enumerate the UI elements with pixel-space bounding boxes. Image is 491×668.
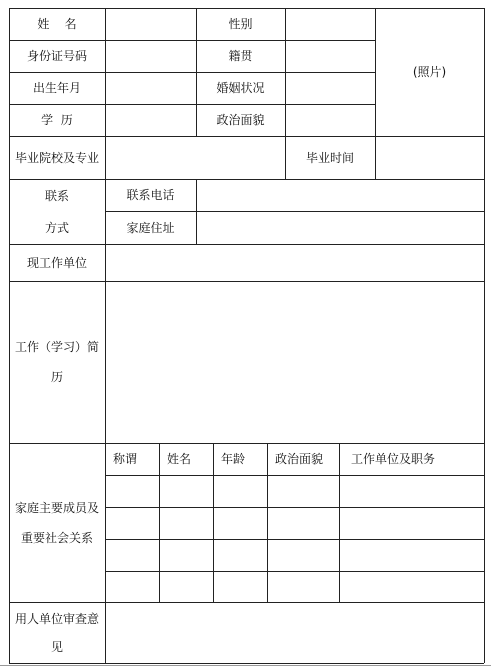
review-label-line: 用人单位审查意 (14, 611, 99, 626)
address-field[interactable] (196, 211, 484, 244)
address-label: 家庭住址 (126, 220, 175, 235)
phone-label: 联系电话 (126, 188, 175, 202)
contact-label-line: 联系 (44, 188, 69, 203)
birth-field[interactable] (105, 72, 196, 104)
resume-field[interactable] (105, 281, 484, 443)
phone-field[interactable] (196, 179, 484, 211)
birth-label: 出生年月 (32, 81, 81, 95)
id-number-label: 身份证号码 (26, 49, 87, 63)
native-place-label: 籍贯 (228, 49, 253, 63)
gender-field[interactable] (285, 8, 375, 40)
review-label-line: 见 (50, 639, 63, 654)
marital-status-field[interactable] (285, 72, 375, 104)
family-header-relation: 称谓 (113, 452, 138, 466)
family-table-row[interactable] (105, 539, 484, 571)
school-major-field[interactable] (105, 136, 285, 179)
political-status-label: 政治面貌 (216, 113, 265, 127)
family-label (9, 443, 105, 602)
resume-label-line: 历 (50, 370, 63, 384)
gender-label: 性别 (228, 17, 253, 31)
table-border-right (484, 8, 485, 663)
family-label-line: 家庭主要成员及 (14, 500, 99, 515)
contact-label-line: 方式 (44, 220, 69, 235)
current-employer-field[interactable] (105, 244, 484, 281)
resume-label (9, 281, 105, 443)
family-header-name: 姓名 (167, 452, 192, 466)
name-label: 姓 名 (37, 17, 77, 31)
political-status-field[interactable] (285, 104, 375, 136)
family-header-political-status: 政治面貌 (275, 452, 324, 466)
id-number-field[interactable] (105, 40, 196, 72)
family-header-age: 年龄 (221, 452, 246, 466)
resume-label-line: 工作（学习）简 (14, 340, 99, 354)
family-table-row[interactable] (105, 507, 484, 539)
name-field[interactable] (105, 8, 196, 40)
family-table-row[interactable] (105, 475, 484, 507)
school-major-label: 毕业院校及专业 (14, 150, 99, 165)
graduation-time-field[interactable] (375, 136, 484, 179)
table-border-bottom (9, 663, 484, 664)
photo-area[interactable]: (照片) (412, 65, 447, 79)
education-label: 学 历 (41, 113, 73, 127)
review-field[interactable] (105, 602, 484, 663)
review-label (9, 602, 105, 663)
native-place-field[interactable] (285, 40, 375, 72)
marital-status-label: 婚姻状况 (216, 81, 265, 95)
family-header-employer-position: 工作单位及职务 (351, 452, 436, 466)
graduation-time-label: 毕业时间 (305, 150, 354, 165)
page-bottom-rule (0, 665, 491, 666)
family-label-line: 重要社会关系 (20, 530, 93, 545)
family-table-row[interactable] (105, 571, 484, 602)
contact-label (9, 179, 105, 244)
education-field[interactable] (105, 104, 196, 136)
current-employer-label: 现工作单位 (26, 255, 87, 270)
